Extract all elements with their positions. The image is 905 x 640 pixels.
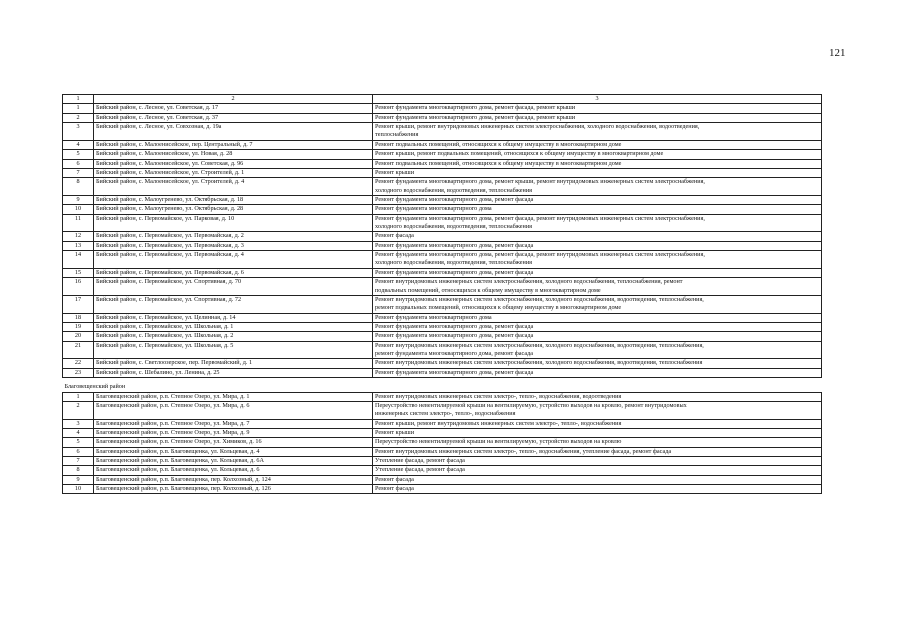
row-works: Ремонт крыши, ремонт внутридомовых инженерных систем электроснабжения, холодного водоснабжения, водоотведения, теплоснабжения [373, 123, 822, 141]
row-address: Благовещенский район, р.п. Благовещенка, ул. Кольцевая, д. 4 [94, 447, 373, 456]
row-works: Ремонт фундамента многоквартирного дома, ремонт фасада [373, 322, 822, 331]
table-row [63, 457, 822, 466]
row-works: Ремонт фундамента многоквартирного дома, ремонт фасада [373, 368, 822, 377]
row-number: 14 [63, 251, 94, 269]
section-title: Благовещенский район [63, 378, 822, 392]
row-works: Ремонт фасада [373, 475, 822, 484]
row-number: 3 [63, 123, 94, 141]
table-row [63, 401, 822, 419]
table-row [63, 438, 822, 447]
row-number: 11 [63, 214, 94, 232]
row-works: Ремонт крыши [373, 168, 822, 177]
row-address: Благовещенский район, р.п. Благовещенка, пер. Колхозный, д. 124 [94, 475, 373, 484]
row-number: 6 [63, 447, 94, 456]
table-row [63, 295, 822, 313]
row-number: 19 [63, 322, 94, 331]
row-number: 12 [63, 232, 94, 241]
row-address: Бийский район, с. Светлоозерское, пер. Первомайский, д. 1 [94, 359, 373, 368]
row-address: Благовещенский район, р.п. Благовещенка, ул. Кольцевая, д. 6А [94, 457, 373, 466]
row-address: Бийский район, с. Первомайское, ул. Первомайская, д. 6 [94, 268, 373, 277]
section-heading-row [63, 378, 822, 392]
table-row [63, 332, 822, 341]
row-number: 17 [63, 295, 94, 313]
header-row [63, 95, 822, 104]
table-row [63, 368, 822, 377]
row-number: 10 [63, 485, 94, 494]
row-number: 13 [63, 241, 94, 250]
row-number: 5 [63, 438, 94, 447]
row-address: Благовещенский район, р.п. Степное Озеро, ул. Химиков, д. 16 [94, 438, 373, 447]
row-works: Ремонт фундамента многоквартирного дома [373, 205, 822, 214]
row-address: Бийский район, с. Лесное, ул. Советская, д. 37 [94, 113, 373, 122]
row-number: 7 [63, 457, 94, 466]
row-number: 8 [63, 178, 94, 196]
row-address: Бийский район, с. Малоенисейское, ул. Новая, д. 28 [94, 150, 373, 159]
row-address: Бийский район, с. Лесное, ул. Советская, д. 17 [94, 104, 373, 113]
row-number: 22 [63, 359, 94, 368]
table-row [63, 341, 822, 359]
row-number: 15 [63, 268, 94, 277]
table-row [63, 278, 822, 296]
table-row [63, 159, 822, 168]
row-works: Ремонт фундамента многоквартирного дома, ремонт фасада, ремонт крыши [373, 113, 822, 122]
table-row [63, 419, 822, 428]
row-number: 16 [63, 278, 94, 296]
row-address: Бийский район, с. Первомайское, ул. Школьная, д. 5 [94, 341, 373, 359]
row-number: 20 [63, 332, 94, 341]
row-works: Ремонт фундамента многоквартирного дома, ремонт фасада, ремонт крыши [373, 104, 822, 113]
row-works: Ремонт внутридомовых инженерных систем электроснабжения, холодного водоснабжения, теплоснабжения, ремонт подвальных помещений, относящихся к общему имуществу в многоквартирном доме [373, 278, 822, 296]
row-address: Бийский район, с. Малоенисейское, ул. Строителей, д. 4 [94, 178, 373, 196]
row-works: Ремонт крыши, ремонт подвальных помещений, относящихся к общему имуществу в многоквартирном доме [373, 150, 822, 159]
row-address: Бийский район, с. Шебалино, ул. Ленина, д. 25 [94, 368, 373, 377]
row-number: 18 [63, 313, 94, 322]
row-address: Бийский район, с. Первомайское, ул. Спортивная, д. 72 [94, 295, 373, 313]
row-works: Ремонт фундамента многоквартирного дома, ремонт крыши, ремонт внутридомовых инженерных систем электроснабжения, холодного водоснабжения, водоотведения, теплоснабжения [373, 178, 822, 196]
row-works: Ремонт фундамента многоквартирного дома [373, 313, 822, 322]
row-number: 9 [63, 195, 94, 204]
table-row [63, 168, 822, 177]
table-row [63, 466, 822, 475]
row-works: Ремонт внутридомовых инженерных систем электро-, тепло-, водоснабжения, утепление фасада, ремонт фасада [373, 447, 822, 456]
row-number: 1 [63, 392, 94, 401]
row-works: Ремонт внутридомовых инженерных систем электро-, тепло-, водоснабжения, водоотведения [373, 392, 822, 401]
table-row [63, 232, 822, 241]
table-row [63, 205, 822, 214]
row-works: Переустройство невентилируемой крыши на вентилируемую, устройство выходов на кровлю [373, 438, 822, 447]
row-number: 10 [63, 205, 94, 214]
row-number: 4 [63, 428, 94, 437]
row-address: Бийский район, с. Малоугренево, ул. Октябрьская, д. 18 [94, 195, 373, 204]
table-row [63, 214, 822, 232]
row-address: Бийский район, с. Малоенисейское, ул. Советская, д. 96 [94, 159, 373, 168]
row-address: Благовещенский район, р.п. Благовещенка, ул. Кольцевая, д. 6 [94, 466, 373, 475]
table-row [63, 150, 822, 159]
row-works: Ремонт подвальных помещений, относящихся к общему имуществу в многоквартирном доме [373, 159, 822, 168]
table-row [63, 313, 822, 322]
row-works: Ремонт подвальных помещений, относящихся к общему имуществу в многоквартирном доме [373, 140, 822, 149]
table-row [63, 447, 822, 456]
row-works: Утепление фасада, ремонт фасада [373, 466, 822, 475]
row-number: 1 [63, 104, 94, 113]
row-address: Бийский район, с. Первомайское, ул. Первомайская, д. 4 [94, 251, 373, 269]
row-address: Благовещенский район, р.п. Благовещенка, пер. Колхозный, д. 126 [94, 485, 373, 494]
header-col-3: 3 [373, 95, 822, 104]
table-row [63, 359, 822, 368]
row-works: Ремонт внутридомовых инженерных систем электроснабжения, холодного водоснабжения, водоотведения, теплоснабжения, ремонт подвальных помещений, относящихся к общему имуществу в многоквартирном доме [373, 295, 822, 313]
row-number: 8 [63, 466, 94, 475]
table-row [63, 485, 822, 494]
table-row [63, 268, 822, 277]
row-address: Благовещенский район, р.п. Степное Озеро, ул. Мира, д. 6 [94, 401, 373, 419]
row-address: Благовещенский район, р.п. Степное Озеро, ул. Мира, д. 9 [94, 428, 373, 437]
row-works: Ремонт фасада [373, 485, 822, 494]
table-row [63, 178, 822, 196]
table-row [63, 322, 822, 331]
table-row [63, 241, 822, 250]
table-row [63, 428, 822, 437]
row-number: 5 [63, 150, 94, 159]
table-row [63, 195, 822, 204]
row-works: Утепление фасада, ремонт фасада [373, 457, 822, 466]
table-row [63, 123, 822, 141]
page-number: 121 [829, 47, 846, 59]
row-number: 4 [63, 140, 94, 149]
row-works: Ремонт крыши, ремонт внутридомовых инженерных систем электро-, тепло-, водоснабжения [373, 419, 822, 428]
header-col-1: 1 [63, 95, 94, 104]
row-works: Ремонт фундамента многоквартирного дома, ремонт фасада [373, 241, 822, 250]
row-address: Бийский район, с. Первомайское, ул. Целинная, д. 14 [94, 313, 373, 322]
row-address: Бийский район, с. Первомайское, ул. Школьная, д. 1 [94, 322, 373, 331]
table-row [63, 140, 822, 149]
row-number: 7 [63, 168, 94, 177]
row-works: Ремонт фундамента многоквартирного дома, ремонт фасада [373, 195, 822, 204]
row-number: 3 [63, 419, 94, 428]
row-number: 9 [63, 475, 94, 484]
row-works: Ремонт фундамента многоквартирного дома, ремонт фасада [373, 268, 822, 277]
row-address: Бийский район, с. Первомайское, ул. Спортивная, д. 70 [94, 278, 373, 296]
row-address: Бийский район, с. Первомайское, ул. Парковая, д. 10 [94, 214, 373, 232]
row-number: 2 [63, 113, 94, 122]
row-works: Ремонт внутридомовых инженерных систем электроснабжения, холодного водоснабжения, водоотведения, теплоснабжения, ремонт фундамента многоквартирного дома, ремонт фасада [373, 341, 822, 359]
row-works: Ремонт фундамента многоквартирного дома, ремонт фасада, ремонт внутридомовых инженерных систем электроснабжения, холодного водоснабжения, водоотведения, теплоснабжения [373, 251, 822, 269]
row-address: Бийский район, с. Лесное, ул. Совхозная, д. 19а [94, 123, 373, 141]
row-address: Благовещенский район, р.п. Степное Озеро, ул. Мира, д. 7 [94, 419, 373, 428]
row-number: 6 [63, 159, 94, 168]
row-number: 21 [63, 341, 94, 359]
row-works: Ремонт крыши [373, 428, 822, 437]
row-address: Бийский район, с. Первомайское, ул. Первомайская, д. 2 [94, 232, 373, 241]
repair-table [62, 94, 822, 494]
row-address: Бийский район, с. Малоенисейское, пер. Центральный, д. 7 [94, 140, 373, 149]
row-address: Бийский район, с. Малоугренево, ул. Октябрьская, д. 28 [94, 205, 373, 214]
table-row [63, 113, 822, 122]
table-row [63, 104, 822, 113]
header-col-2: 2 [94, 95, 373, 104]
row-address: Благовещенский район, р.п. Степное Озеро, ул. Мира, д. 1 [94, 392, 373, 401]
row-works: Ремонт внутридомовых инженерных систем электроснабжения, холодного водоснабжения, водоотведения, теплоснабжения [373, 359, 822, 368]
row-number: 23 [63, 368, 94, 377]
row-works: Ремонт фундамента многоквартирного дома, ремонт фасада [373, 332, 822, 341]
row-works: Ремонт фасада [373, 232, 822, 241]
table-row [63, 392, 822, 401]
table-row [63, 475, 822, 484]
row-number: 2 [63, 401, 94, 419]
table-row [63, 251, 822, 269]
row-works: Переустройство невентилируемой крыши на вентилируемую, устройство выходов на кровлю, ремонт внутридомовых инженерных систем электро-, тепло-, водоснабжения [373, 401, 822, 419]
row-address: Бийский район, с. Первомайское, ул. Школьная, д. 2 [94, 332, 373, 341]
row-works: Ремонт фундамента многоквартирного дома, ремонт фасада, ремонт внутридомовых инженерных систем электроснабжения, холодного водоснабжения, водоотведения, теплоснабжения [373, 214, 822, 232]
row-address: Бийский район, с. Первомайское, ул. Первомайская, д. 3 [94, 241, 373, 250]
row-address: Бийский район, с. Малоенисейское, ул. Строителей, д. 1 [94, 168, 373, 177]
